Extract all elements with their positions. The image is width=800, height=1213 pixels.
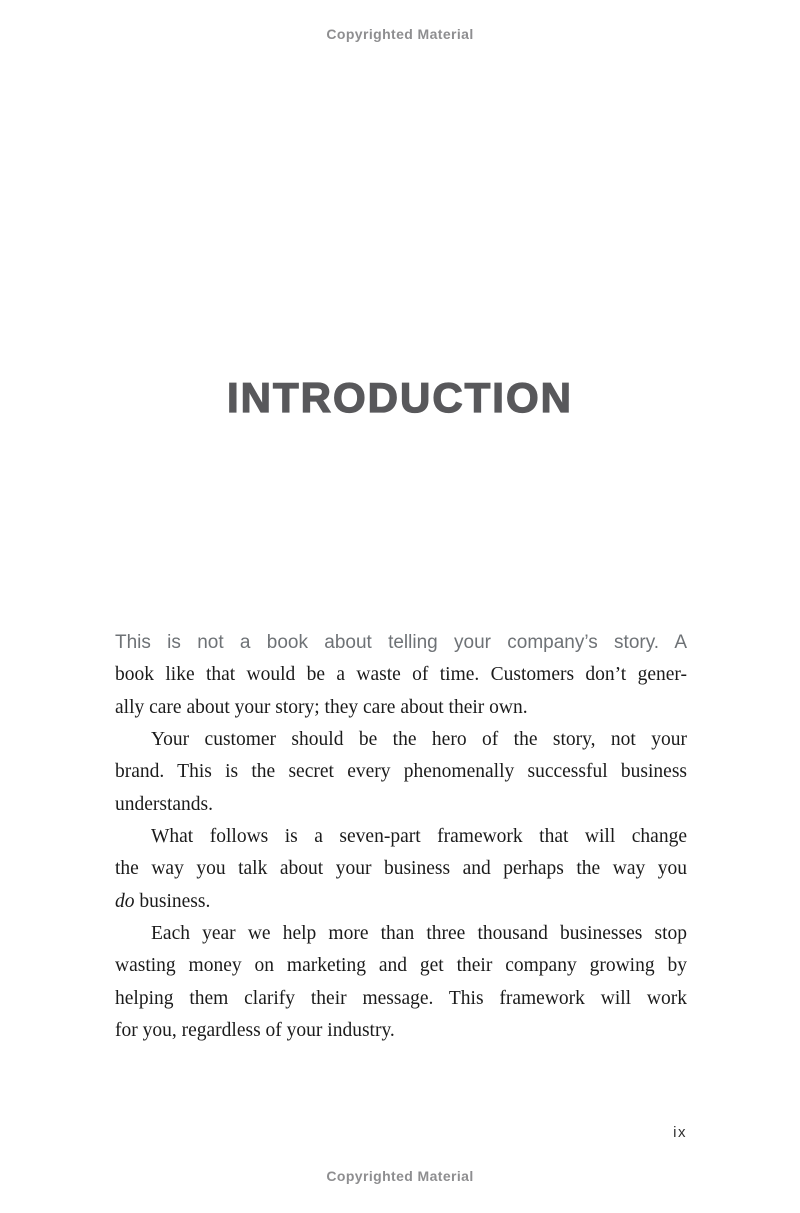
text-segment: Each year we help more than three thousand businesses stop bbox=[151, 923, 687, 945]
body-text bbox=[115, 627, 687, 1047]
paragraph bbox=[115, 918, 687, 1047]
text-line bbox=[115, 724, 687, 756]
text-line bbox=[115, 659, 687, 691]
text-line bbox=[115, 950, 687, 982]
text-segment: This is not a book about telling your company’s story. A bbox=[115, 632, 687, 653]
paragraph bbox=[115, 821, 687, 918]
text-segment: wasting money on marketing and get their company growing by bbox=[115, 955, 687, 977]
text-segment: What follows is a seven-part framework that will change bbox=[151, 826, 687, 848]
text-line bbox=[115, 692, 687, 724]
text-segment: the way you talk about your business and perhaps the way you bbox=[115, 858, 687, 880]
text-segment: book like that would be a waste of time. Customers don’t gener- bbox=[115, 664, 687, 686]
copyright-notice-bottom: Copyrighted Material bbox=[326, 1168, 474, 1184]
text-line bbox=[115, 886, 687, 918]
text-line bbox=[115, 918, 687, 950]
text-segment: Your customer should be the hero of the story, not your bbox=[151, 729, 687, 751]
paragraph bbox=[115, 627, 687, 724]
text-line bbox=[115, 821, 687, 853]
text-line bbox=[115, 756, 687, 788]
text-line bbox=[115, 853, 687, 885]
page-number: ix bbox=[673, 1124, 687, 1141]
chapter-title: INTRODUCTION bbox=[227, 374, 573, 421]
text-segment: for you, regardless of your industry. bbox=[115, 1020, 395, 1042]
text-segment: understands. bbox=[115, 793, 214, 815]
lead-line bbox=[115, 627, 687, 659]
paragraph bbox=[115, 724, 687, 821]
text-segment: business. bbox=[134, 890, 211, 912]
text-segment: ally care about your story; they care about their own. bbox=[115, 696, 528, 718]
copyright-notice-top: Copyrighted Material bbox=[326, 26, 474, 42]
text-segment: helping them clarify their message. This framework will work bbox=[115, 987, 687, 1009]
text-line bbox=[115, 983, 687, 1015]
italic-text: do bbox=[115, 890, 135, 912]
text-line bbox=[115, 1015, 687, 1047]
text-line bbox=[115, 789, 687, 821]
text-segment: brand. This is the secret every phenomenally successful business bbox=[115, 761, 687, 783]
